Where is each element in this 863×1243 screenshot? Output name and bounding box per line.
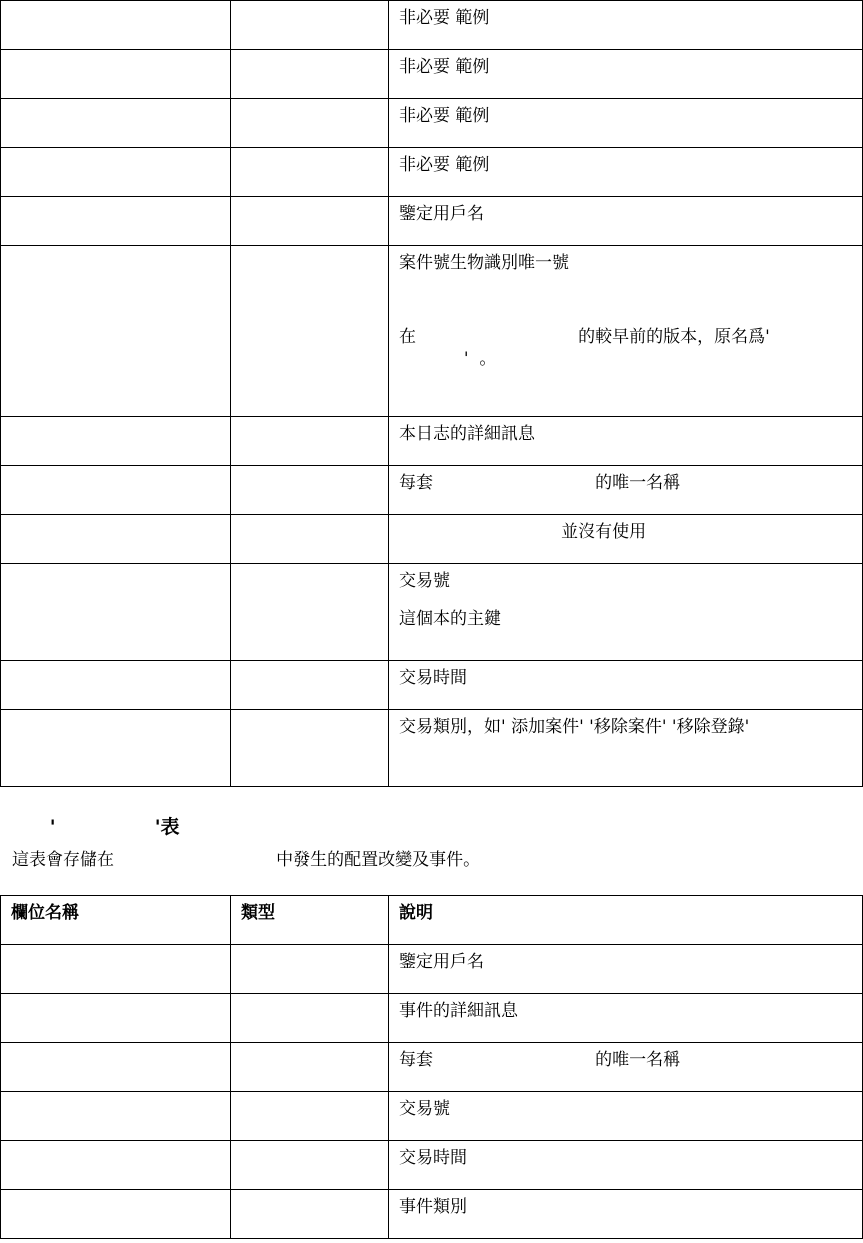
field-desc-cell: 非必要 範例 (389, 1, 863, 50)
field-type-cell (231, 994, 389, 1043)
table-row (1, 417, 863, 466)
field-name-cell (1, 1, 231, 50)
field-type-cell (231, 417, 389, 466)
field-desc-cell: 鑒定用戶名 (389, 197, 863, 246)
transaction-id-text: 交易號 (399, 571, 450, 591)
case-id-text: 案件號生物識別唯一號 (399, 253, 569, 273)
field-desc-cell: 本日志的詳細訊息 (389, 417, 863, 466)
table-row (1, 1092, 863, 1141)
field-name-cell (1, 197, 231, 246)
field-desc-cell: 每套 的唯一名稱 (389, 1043, 863, 1092)
table-row (1, 466, 863, 515)
header-type: 類型 (231, 896, 389, 945)
field-type-cell (231, 1141, 389, 1190)
field-name-cell (1, 994, 231, 1043)
field-desc-cell: 交易時間 (389, 1141, 863, 1190)
section-description: 這表會存儲在 中發生的配置改變及事件。 (12, 850, 481, 870)
field-name-cell (1, 515, 231, 564)
legacy-name-note: 在 的較早前的版本，原名爲' (399, 327, 770, 347)
field-type-cell (231, 197, 389, 246)
table-row (1, 1, 863, 50)
field-name-cell (1, 1141, 231, 1190)
field-type-cell (231, 148, 389, 197)
primary-key-note: 這個本的主鍵 (399, 609, 501, 629)
spacer (399, 274, 852, 326)
field-desc-cell: 交易時間 (389, 661, 863, 710)
table-row (1, 661, 863, 710)
field-desc-cell: 非必要 範例 (389, 50, 863, 99)
field-name-cell (1, 564, 231, 661)
field-name-cell (1, 945, 231, 994)
field-type-cell (231, 515, 389, 564)
field-desc-cell: 每套 的唯一名稱 (389, 466, 863, 515)
section-heading: ' '表 (10, 816, 180, 838)
field-type-cell (231, 1043, 389, 1092)
field-table-bottom (0, 895, 863, 1239)
field-desc-cell (389, 246, 863, 417)
field-name-cell (1, 148, 231, 197)
field-name-cell (1, 417, 231, 466)
field-desc-cell: 事件類別 (389, 1190, 863, 1239)
field-type-cell (231, 50, 389, 99)
table-row (1, 246, 863, 417)
field-name-cell (1, 1092, 231, 1141)
field-name-cell (1, 661, 231, 710)
field-type-cell (231, 466, 389, 515)
table-row (1, 994, 863, 1043)
field-type-cell (231, 945, 389, 994)
field-desc-cell: 並沒有使用 (389, 515, 863, 564)
table-row (1, 710, 863, 787)
field-name-cell (1, 50, 231, 99)
field-name-cell (1, 99, 231, 148)
spacer (399, 592, 852, 608)
table-header-row (1, 896, 863, 945)
field-desc-cell: 非必要 範例 (389, 99, 863, 148)
legacy-name-note-cont: ' 。 (399, 349, 497, 369)
field-type-cell (231, 1, 389, 50)
field-type-cell (231, 661, 389, 710)
field-type-cell (231, 1092, 389, 1141)
table-row (1, 148, 863, 197)
table-row (1, 1141, 863, 1190)
field-type-cell (231, 1190, 389, 1239)
field-desc-cell: 交易類別，如' 添加案件' '移除案件' '移除登錄' (389, 710, 863, 787)
field-desc-cell: 非必要 範例 (389, 148, 863, 197)
field-desc-cell: 鑒定用戶名 (389, 945, 863, 994)
table-row (1, 197, 863, 246)
field-desc-cell: 交易號 (389, 1092, 863, 1141)
table-row (1, 515, 863, 564)
header-field-name: 欄位名稱 (1, 896, 231, 945)
field-desc-cell: 事件的詳細訊息 (389, 994, 863, 1043)
field-desc-cell (389, 564, 863, 661)
field-name-cell (1, 246, 231, 417)
field-name-cell (1, 466, 231, 515)
header-description: 說明 (389, 896, 863, 945)
field-type-cell (231, 564, 389, 661)
field-name-cell (1, 1190, 231, 1239)
table-row (1, 1043, 863, 1092)
field-type-cell (231, 99, 389, 148)
table-row (1, 99, 863, 148)
table-row (1, 1190, 863, 1239)
field-type-cell (231, 246, 389, 417)
table-row (1, 945, 863, 994)
field-type-cell (231, 710, 389, 787)
table-row (1, 564, 863, 661)
field-name-cell (1, 710, 231, 787)
table-row (1, 50, 863, 99)
field-name-cell (1, 1043, 231, 1092)
